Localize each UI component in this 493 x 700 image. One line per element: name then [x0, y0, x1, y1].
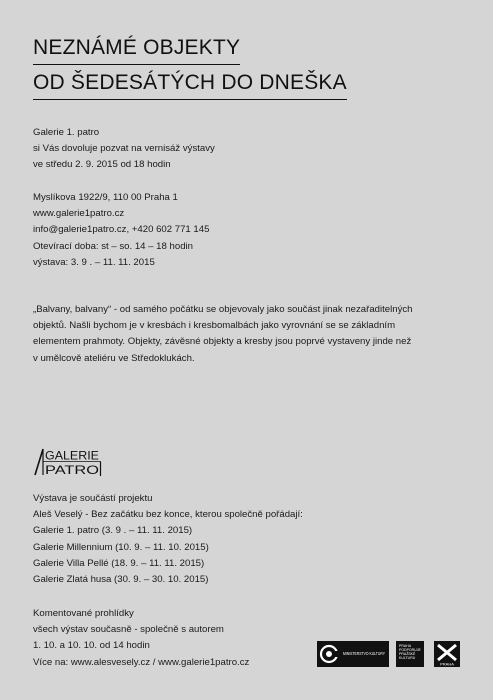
tours-heading: Komentované prohlídky	[33, 608, 134, 619]
galerie-patro-logo	[33, 447, 103, 477]
ministry-of-culture-logo	[317, 641, 389, 667]
grant-line: KULTURU	[399, 656, 416, 660]
more-info-links[interactable]: Více na: www.alesvesely.cz / www.galerie1patro.cz	[33, 656, 250, 668]
gallery-line: Galerie 1. patro (3. 9 . – 11. 11. 2015)	[33, 525, 193, 537]
invite-line: Galerie 1. patro	[33, 127, 100, 138]
project-line: Aleš Veselý - Bez začátku bez konce, kterou společně pořádají:	[33, 509, 303, 521]
contact-block	[33, 190, 209, 271]
opening-hours: Otevírací doba: st – so. 14 – 18 hodin	[33, 240, 193, 252]
project-heading: Výstava je součástí projektu	[33, 493, 153, 504]
grant-line: PRAHA	[399, 644, 412, 648]
prague-label: PRAHA	[440, 661, 454, 667]
tours-line: všech výstav současně - společně s autorem	[33, 624, 224, 636]
prague-x-logo	[434, 641, 460, 667]
description-paragraph	[33, 302, 413, 367]
email-phone[interactable]: info@galerie1patro.cz, +420 602 771 145	[33, 224, 210, 236]
grant-line: PRAŽSKÉ	[399, 652, 416, 656]
exhibition-dates: výstava: 3. 9 . – 11. 11. 2015	[33, 256, 155, 268]
tours-block	[33, 606, 249, 671]
description-line: „Balvany, balvany“ - od samého počátku se objevovaly jako součást jinak nezařaditelných	[33, 304, 413, 315]
grant-line: PODPORUJE	[399, 648, 421, 652]
description-line: objektů. Našli bychom je v kresbách i kresbomalbách jako vyrovnání se se základním	[33, 320, 396, 332]
project-block	[33, 491, 303, 588]
invitation-block	[33, 125, 215, 174]
title-line-2: OD ŠEDESÁTÝCH DO DNEŠKA	[33, 70, 347, 100]
gallery-line: Galerie Millennium (10. 9. – 11. 10. 2015)	[33, 541, 209, 553]
gallery-line: Galerie Zlatá husa (30. 9. – 30. 10. 2015)	[33, 573, 209, 585]
logo-word-galerie: GALERIE	[45, 450, 100, 463]
description-line: elementem prahmoty. Objekty, závěsné objekty a kresby jsou poprvé vystaveny jinde než	[33, 336, 412, 348]
address: Myslíkova 1922/9, 110 00 Praha 1	[33, 192, 178, 203]
invite-line: si Vás dovoluje pozvat na vernisáž výstavy	[33, 143, 215, 155]
logo-word-patro: PATRO	[45, 465, 100, 477]
prague-supports-culture-logo	[396, 641, 424, 667]
website-link[interactable]: www.galerie1patro.cz	[33, 208, 125, 220]
title-line-1: NEZNÁMÉ OBJEKTY	[33, 35, 240, 65]
description-line: v umělcově ateliéru ve Středoklukách.	[33, 352, 195, 364]
tours-dates: 1. 10. a 10. 10. od 14 hodin	[33, 640, 150, 652]
ministry-label: MINISTERSTVO KULTURY	[343, 651, 386, 656]
invite-line: ve středu 2. 9. 2015 od 18 hodin	[33, 159, 171, 171]
gallery-line: Galerie Villa Pellé (18. 9. – 11. 11. 2015)	[33, 557, 205, 569]
